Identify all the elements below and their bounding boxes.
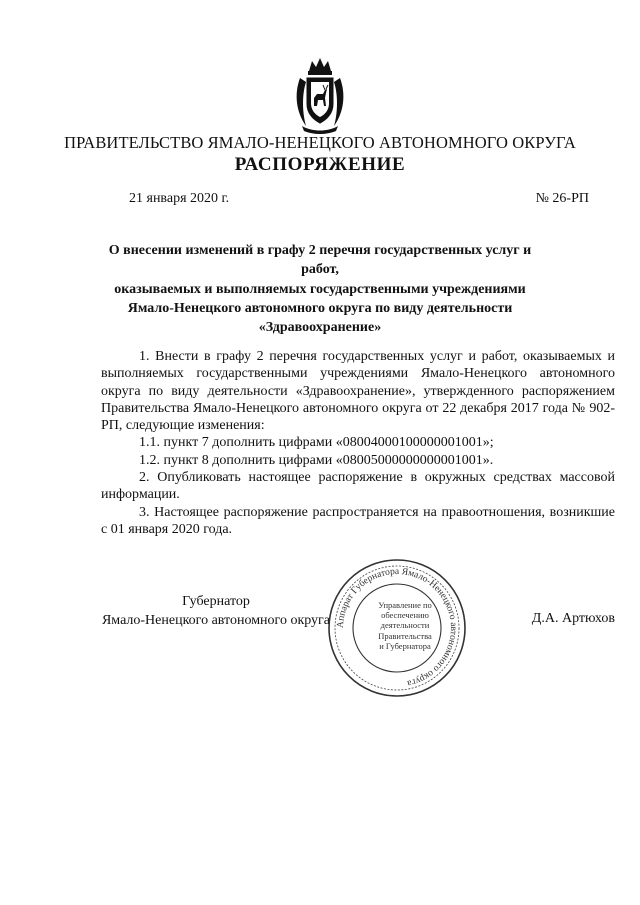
document-body (101, 348, 615, 538)
government-name: ПРАВИТЕЛЬСТВО ЯМАЛО-НЕНЕЦКОГО АВТОНОМНОГО ОКРУГА (64, 133, 576, 152)
signatory-name: Д.А. Артюхов (531, 611, 615, 626)
stamp-line: и Губернатора (379, 640, 431, 651)
signatory-role (101, 592, 331, 630)
paragraph-1-1: 1.1. пункт 7 дополнить цифрами «08004000100000001001»; (139, 435, 494, 451)
signatory-region: Ямало-Ненецкого автономного округа (101, 613, 331, 628)
stamp-line: Правительства (378, 630, 432, 641)
paragraph-3: 3. Настоящее распоряжение распространяется на правоотношения, возникшие с 01 января 2020 года. (101, 504, 615, 537)
document-title (90, 241, 550, 337)
title-line: О внесении изменений в графу 2 перечня государственных услуг и работ, (108, 243, 532, 278)
signatory-title: Губернатор (182, 594, 250, 609)
paragraph-2: 2. Опубликовать настоящее распоряжение в окружных средствах массовой информации. (101, 470, 615, 503)
title-line: «Здравоохранение» (258, 320, 382, 336)
document-number: № 26-РП (535, 191, 589, 206)
title-line: Ямало-Ненецкого автономного округа по виду деятельности (127, 300, 513, 316)
stamp-line: Управление по (378, 600, 432, 610)
coat-of-arms-icon (292, 54, 348, 136)
title-line: оказываемых и выполняемых государственными учреждениями (114, 281, 526, 297)
stamp-line: деятельности (380, 620, 430, 631)
stamp-line: обеспечению (381, 610, 429, 621)
document-type: РАСПОРЯЖЕНИЕ (234, 154, 406, 175)
stamp-inner-text (373, 600, 437, 651)
document-date: 21 января 2020 г. (129, 191, 230, 206)
paragraph-1: 1. Внести в графу 2 перечня государственных услуг и работ, оказываемых и выполняемых государственными учреждениями Ямало-Ненецкого автономного округа по виду деятельности «Здравоохранение», утвержденного распоряжением Правительства Ямало-Ненецкого автономного округа от 22 декабря 2017 года № 902-РП, следующие изменения: (101, 349, 615, 434)
stamp-ring-text: Аппарат Губернатора Ямало-Ненецкого автономного округа (335, 566, 459, 688)
paragraph-1-2: 1.2. пункт 8 дополнить цифрами «08005000000000001001». (139, 452, 494, 468)
